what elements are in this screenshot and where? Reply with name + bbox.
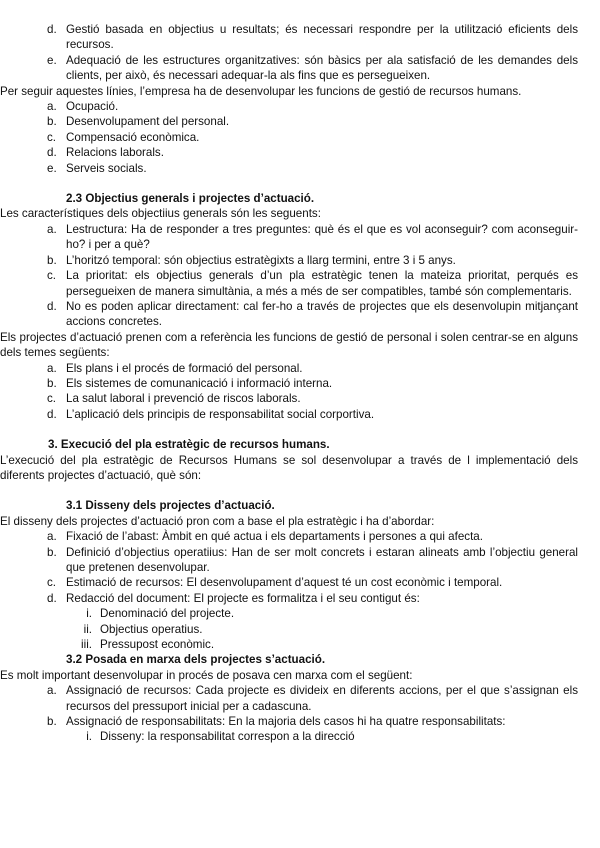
list-item-text: L’aplicació dels principis de responsabilitat social corportiva.: [66, 407, 375, 421]
list-item: [30, 99, 578, 114]
list-item: [30, 529, 578, 544]
list-item: [30, 575, 578, 590]
list-item: [30, 161, 578, 176]
list-item: [30, 391, 578, 406]
list-marker: c.: [47, 392, 57, 406]
list-marker: a.: [47, 361, 57, 375]
list-marker: b.: [47, 253, 57, 267]
list-item-text: Els sistemes de comunanicació i informació interna.: [66, 376, 333, 390]
paragraph: Els projectes d’actuació prenen com a referència les funcions de gestió de personal i solen centrar-se en alguns dels temes següents:: [0, 330, 578, 360]
list-marker: d.: [47, 407, 57, 421]
paragraph: Per seguir aquestes línies, l’empresa ha de desenvolupar les funcions de gestió de recursos humans.: [0, 84, 522, 98]
list-item: [30, 545, 578, 576]
list-marker: b.: [47, 376, 57, 390]
list-item: [30, 361, 578, 376]
list-item-text: La salut laboral i prevenció de riscos laborals.: [66, 392, 301, 406]
list-marker: e.: [47, 53, 57, 67]
list-item-text: Relacions laborals.: [66, 146, 164, 160]
list-item-text: Compensació econòmica.: [66, 130, 200, 144]
sub-list-item: [30, 729, 578, 744]
list-item-text: Els plans i el procés de formació del personal.: [66, 361, 303, 375]
list-marker: c.: [47, 130, 57, 144]
list-item: [30, 22, 578, 53]
list-item-text: Estimació de recursos: El desenvolupament d’aquest té un cost econòmic i temporal.: [66, 576, 503, 590]
list-marker: b.: [47, 115, 57, 129]
section-heading: 3. Execució del pla estratègic de recursos humans.: [48, 438, 330, 452]
paragraph: Es molt important desenvolupar in procés de posava cen marxa com el següent:: [0, 668, 413, 682]
list-item-text: Gestió basada en objectius u resultats; és necessari respondre per la utilització eficients dels recursos.: [66, 23, 578, 52]
sub-list-item: [30, 622, 578, 637]
list-item-text: Fixació de l’abast: Àmbit en qué actua i els departaments i persones a qui afecta.: [66, 530, 483, 544]
list-item-text: Definició d’objectius operatiius: Han de ser molt concrets i estaran alineats amb l’objectiu general que pretenen desenvolupar.: [66, 545, 578, 574]
list-item: [30, 714, 578, 729]
list-marker: d.: [47, 23, 57, 36]
list-marker: a.: [47, 530, 57, 544]
list-item: [30, 130, 578, 145]
list-item-text: Pressupost econòmic.: [100, 638, 215, 652]
list-item: [30, 253, 578, 268]
list-item-text: Disseny: la responsabilitat correspon a la direcció: [100, 730, 355, 744]
list-item: [30, 591, 578, 606]
section-heading: 3.2 Posada en marxa dels projectes s’actuació.: [66, 653, 326, 667]
list-marker: i.: [86, 730, 92, 744]
list-item: [30, 268, 578, 299]
list-item: [30, 222, 578, 253]
list-marker: c.: [47, 576, 57, 590]
list-item: [30, 407, 578, 422]
list-item-text: Ocupació.: [66, 100, 119, 114]
list-marker: i.: [86, 607, 92, 621]
list-marker: a.: [47, 684, 57, 698]
list-marker: e.: [47, 161, 57, 175]
sub-list-item: [30, 637, 578, 652]
list-item-text: Adequació de les estructures organitzatives: són bàsics per ala satisfació de les demandes dels clients, per això, és necessari adequar-la als fins que es persegueixen.: [66, 53, 578, 83]
list-item-text: Serveis socials.: [66, 161, 147, 175]
list-item: [30, 114, 578, 129]
list-item-text: L’horitzó temporal: són objectius estratègixts a llarg termini, entre 3 i 5 anys.: [66, 253, 456, 267]
list-item-text: No es poden aplicar directament: cal fer-ho a través de projectes que els desenvolupin mitjançant accions concretes.: [66, 299, 578, 329]
list-marker: c.: [47, 269, 57, 283]
list-item: [30, 145, 578, 160]
list-item-text: Assignació de recursos: Cada projecte es divideix en diferents accions, per el que s’assignan els recursos del pressuport inicial per a cadascuna.: [66, 684, 578, 713]
list-item-text: Desenvolupament del personal.: [66, 115, 230, 129]
list-marker: b.: [47, 545, 57, 559]
section-heading: 3.1 Disseny dels projectes d’actuació.: [66, 499, 275, 513]
section-heading: 2.3 Objectius generals i projectes d’actuació.: [66, 192, 315, 206]
list-item: [30, 299, 578, 330]
list-item-text: Redacció del document: El projecte es formalitza i el seu contigut és:: [66, 591, 420, 605]
list-item: [30, 376, 578, 391]
list-marker: d.: [47, 146, 57, 160]
list-item-text: Denominació del projecte.: [100, 607, 235, 621]
list-item-text: Objectius operatius.: [100, 622, 203, 636]
list-item: [30, 53, 578, 84]
list-marker: a.: [47, 222, 57, 236]
paragraph: El disseny dels projectes d’actuació pron com a base el pla estratègic i ha d’abordar:: [0, 514, 435, 528]
paragraph: Les característiques dels objectiius generals són les seguents:: [0, 207, 321, 221]
list-marker: a.: [47, 100, 57, 114]
list-item-text: Assignació de responsabilitats: En la majoria dels casos hi ha quatre responsabilitats:: [66, 715, 506, 729]
paragraph: L’execució del pla estratègic de Recursos Humans se sol desenvolupar a través de l implementació dels diferents projectes d’actuació, què són:: [0, 453, 578, 482]
list-item-text: Lestructura: Ha de responder a tres preguntes: què és el que es vol aconseguir? com aconseguir-ho? i per a què?: [66, 222, 578, 252]
list-item-text: La prioritat: els objectius generals d’un pla estratègic tenen la mateiza prioritat, perqués es persegueixen de manera simultània, a més a més de ser compatibles, també són complementaris.: [66, 269, 578, 298]
sub-list-item: [30, 606, 578, 621]
list-marker: d.: [47, 299, 57, 313]
list-item: [30, 683, 578, 714]
list-marker: iii.: [81, 638, 92, 652]
list-marker: ii.: [83, 622, 92, 636]
list-marker: b.: [47, 715, 57, 729]
list-marker: d.: [47, 591, 57, 605]
